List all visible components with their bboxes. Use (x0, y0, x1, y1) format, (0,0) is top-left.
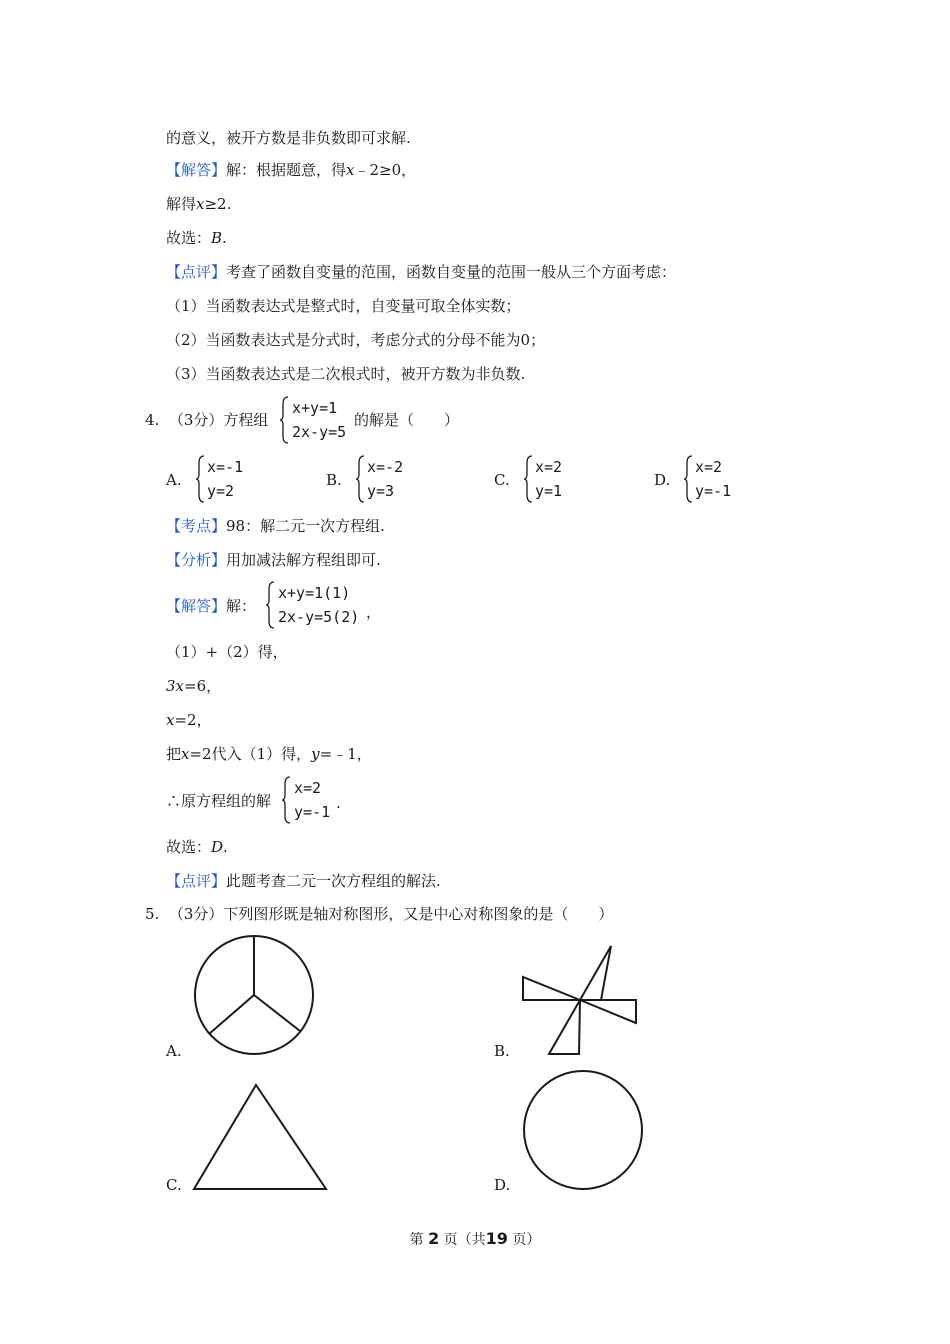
q3-answer-line: 【解答】解：根据题意，得x﹣2≥0， (166, 161, 417, 179)
q4-option-d-label: D. (654, 471, 671, 489)
keypoint-tag: 【考点】 (166, 517, 227, 535)
q4-comment-line: 【点评】此题考查二元一次方程组的解法. (166, 872, 441, 890)
q4-answer-comma: ， (366, 603, 382, 621)
q4-conclusion-system: x=2 y=-1 (294, 779, 331, 821)
q5-stem: 5. （3分）下列图形既是轴对称图形，又是中心对称图象的是（ ） (145, 905, 614, 923)
q4-option-c: x=2 y=1 (535, 458, 563, 500)
q5-option-b-label: B. (494, 1042, 510, 1060)
q4-option-c-label: C. (494, 471, 510, 489)
brace-icon (266, 581, 276, 629)
q4-keypoint-line: 【考点】98：解二元一次方程组. (166, 517, 385, 535)
q3-choose-line: 故选：B. (166, 229, 227, 247)
triangle-figure (190, 1082, 330, 1194)
q4-answer-line: 【解答】解： (166, 597, 257, 615)
q4-choose-line: 故选：D. (166, 838, 228, 856)
comment-tag: 【点评】 (166, 263, 227, 281)
q4-option-d: x=2 y=-1 (695, 458, 732, 500)
q4-answer-system: x+y=1(1) 2x-y=5(2) (278, 584, 360, 626)
q4-option-b-label: B. (326, 471, 342, 489)
page-footer: 第 2 页（共19 页） (409, 1229, 541, 1248)
q4-stem-end: 的解是（ ） (354, 411, 460, 429)
answer-tag: 【解答】 (166, 597, 227, 615)
q3-point-3: （3）当函数表达式是二次根式时，被开方数为非负数. (166, 365, 526, 383)
q4-step3: x=2， (166, 711, 212, 729)
q4-analysis-line: 【分析】用加减法解方程组即可. (166, 551, 381, 569)
q5-option-c-label: C. (166, 1176, 182, 1194)
pinwheel-figure (520, 944, 642, 1060)
question-number: 4. (145, 411, 160, 429)
brace-icon (684, 455, 694, 503)
q4-step4: 把x=2代入（1）得，y=﹣1， (166, 745, 372, 763)
question-number: 5. (145, 905, 160, 923)
page-total: 19 (485, 1229, 508, 1248)
q3-solve-line: 解得x≥2. (166, 195, 232, 213)
q4-option-a: x=-1 y=2 (207, 458, 244, 500)
q4-step2: 3x=6， (166, 677, 222, 695)
q5-option-a-label: A. (166, 1042, 182, 1060)
q4-conclusion: ∴原方程组的解 (166, 792, 272, 810)
q4-system: x+y=1 2x-y=5 (292, 399, 347, 441)
q4-option-a-label: A. (166, 471, 182, 489)
circle-three-sectors-figure (190, 932, 318, 1060)
brace-icon (524, 455, 534, 503)
q5-option-d-label: D. (494, 1176, 511, 1194)
brace-icon (282, 776, 292, 824)
comment-tag: 【点评】 (166, 872, 227, 890)
q4-stem: 4. （3分）方程组 (145, 411, 269, 429)
q3-point-1: （1）当函数表达式是整式时，自变量可取全体实数； (166, 297, 521, 315)
brace-icon (280, 396, 290, 444)
answer-tag: 【解答】 (166, 161, 227, 179)
analysis-tag: 【分析】 (166, 551, 227, 569)
q4-option-b: x=-2 y=3 (367, 458, 404, 500)
brace-icon (196, 455, 206, 503)
circle-figure (520, 1068, 648, 1192)
q4-step1: （1）+（2）得， (166, 643, 288, 661)
q3-point-2: （2）当函数表达式是分式时，考虑分式的分母不能为0； (166, 331, 546, 349)
q4-conclusion-end: . (336, 794, 341, 812)
q3-line1: 的意义，被开方数是非负数即可求解. (166, 129, 411, 147)
q3-comment-line: 【点评】考查了函数自变量的范围，函数自变量的范围一般从三个方面考虑： (166, 263, 677, 281)
page-number: 2 (428, 1229, 440, 1248)
brace-icon (356, 455, 366, 503)
